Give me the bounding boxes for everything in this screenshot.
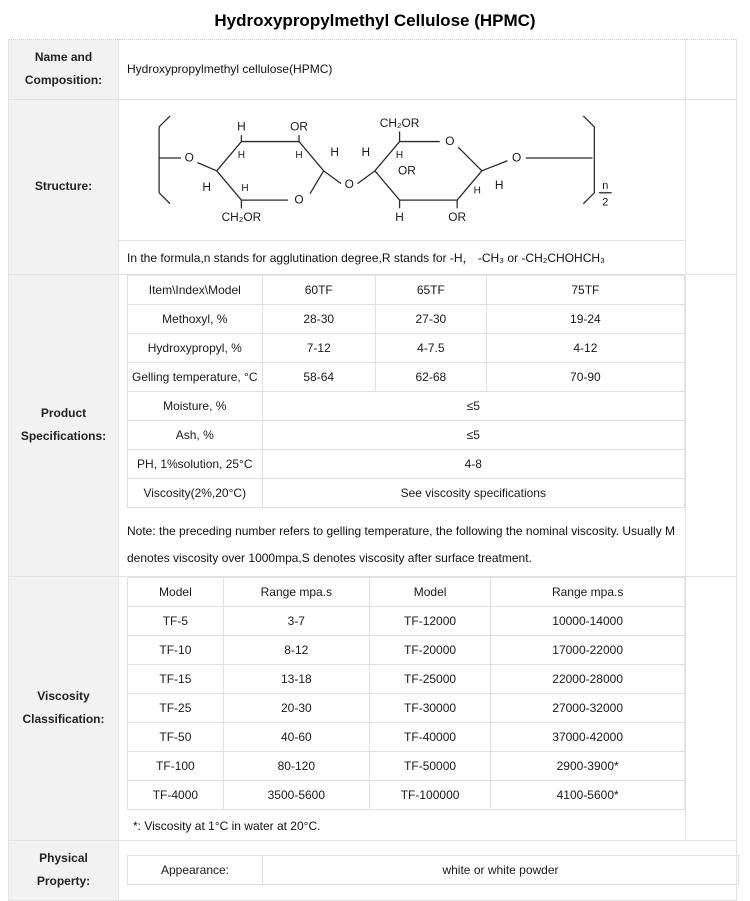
subscript-2: 2 [602,196,609,209]
atom-label-ch2or: CH₂OR [221,209,262,224]
atom-label-h: H [295,149,303,161]
table-cell: 7-12 [262,333,375,362]
table-cell: Item\Index\Model [128,275,263,304]
empty-cell [686,99,737,274]
table-cell: TF-100000 [369,780,490,809]
table-cell: 8-12 [223,635,369,664]
table-cell: 19-24 [486,304,684,333]
table-cell: PH, 1%solution, 25°C [128,449,263,478]
viscosity-classification-cell [119,576,686,840]
table-cell: Methoxyl, % [128,304,263,333]
structure-label: Structure: [9,99,119,274]
table-row [128,751,685,780]
table-cell: 4-12 [486,333,684,362]
table-cell: See viscosity specifications [262,478,684,507]
table-cell: 22000-28000 [491,664,685,693]
empty-cell [686,40,737,100]
table-row [128,362,685,391]
page-title: Hydroxypropylmethyl Cellulose (HPMC) [214,11,536,30]
hpmc-structure-drawing [129,105,629,233]
table-row [128,856,739,885]
name-composition-label: Name and Composition: [9,40,119,100]
table-cell: 4-7.5 [375,333,486,362]
atom-label-ch2or: CH₂OR [379,115,420,130]
table-cell: Range mpa.s [223,577,369,606]
table-row [128,275,685,304]
table-row [128,420,685,449]
atom-label-h: H [330,144,339,159]
table-cell: TF-100 [128,751,224,780]
atom-label-o: O [184,150,194,165]
table-cell: 27000-32000 [491,693,685,722]
atom-label-h: H [237,119,246,134]
table-cell: 4-8 [262,449,684,478]
atom-label-h: H [241,182,249,194]
table-cell: 75TF [486,275,684,304]
viscosity-classification-table [127,577,685,810]
atom-label-h: H [202,179,211,194]
physical-property-table [127,855,739,885]
atom-label-h: H [473,185,481,197]
table-cell: TF-15 [128,664,224,693]
table-row [128,635,685,664]
atom-label-h: H [395,209,404,224]
atom-label-o: O [294,192,304,207]
table-cell: TF-25000 [369,664,490,693]
row-name-composition [9,40,737,100]
table-cell: Appearance: [128,856,263,885]
table-cell: Gelling temperature, °C [128,362,263,391]
atom-label-or: OR [290,119,308,134]
table-cell: TF-12000 [369,606,490,635]
product-specifications-note: Note: the preceding number refers to gelling temperature, the following the nominal viscosity. Usually M denotes viscosity over 1000mpa,S denotes viscosity after surface treatment. [127,523,676,565]
table-row [128,606,685,635]
table-row [128,333,685,362]
right-bracket [583,116,594,204]
table-cell: 4100-5600* [491,780,685,809]
table-cell: 3500-5600 [223,780,369,809]
table-cell: TF-25 [128,693,224,722]
table-cell: Range mpa.s [491,577,685,606]
atom-label-h: H [395,149,404,161]
table-cell: 62-68 [375,362,486,391]
table-cell: 60TF [262,275,375,304]
table-row [128,693,685,722]
table-row [128,478,685,507]
table-cell: Model [128,577,224,606]
table-cell: TF-10 [128,635,224,664]
table-cell: TF-40000 [369,722,490,751]
atom-label-or: OR [397,163,416,178]
table-cell: 27-30 [375,304,486,333]
atom-label-o: O [511,150,522,165]
table-row [128,664,685,693]
table-cell: TF-4000 [128,780,224,809]
table-cell: TF-20000 [369,635,490,664]
spec-sheet-table [8,39,737,901]
table-cell: TF-5 [128,606,224,635]
atom-label-h: H [237,149,246,161]
table-row [128,449,685,478]
structure-diagram [119,100,685,240]
table-cell: Model [369,577,490,606]
row-structure [9,99,737,274]
table-cell: 17000-22000 [491,635,685,664]
structure-cell [119,99,686,274]
table-cell: white or white powder [263,856,739,885]
table-cell: ≤5 [262,420,684,449]
table-cell: Ash, % [128,420,263,449]
table-row [128,304,685,333]
table-cell: 28-30 [262,304,375,333]
product-specifications-label: Product Specifications: [9,274,119,576]
row-product-specifications [9,274,737,576]
name-composition-cell [119,40,686,100]
table-cell: 70-90 [486,362,684,391]
atom-label-o: O [344,176,354,191]
atom-label-h: H [361,144,371,159]
table-cell: TF-30000 [369,693,490,722]
product-specifications-table [127,275,685,508]
table-cell: 37000-42000 [491,722,685,751]
table-row [128,577,685,606]
empty-cell [686,274,737,576]
table-cell: Viscosity(2%,20°C) [128,478,263,507]
table-cell: 58-64 [262,362,375,391]
table-cell: 3-7 [223,606,369,635]
table-cell: 10000-14000 [491,606,685,635]
physical-property-label: Physical Property: [9,840,119,900]
name-composition-value: Hydroxypropylmethyl cellulose(HPMC) [127,62,333,77]
table-cell: TF-50000 [369,751,490,780]
row-physical-property [9,840,737,900]
atom-label-h: H [494,177,504,192]
table-cell: Hydroxypropyl, % [128,333,263,362]
table-cell: 40-60 [223,722,369,751]
atom-label-or: OR [448,209,467,224]
table-cell: Moisture, % [128,391,263,420]
table-cell: 20-30 [223,693,369,722]
table-row [128,722,685,751]
formula-note: In the formula,n stands for agglutination degree,R stands for -H， -CH₃ or -CH₂CHOHCH₃ [119,240,685,274]
viscosity-classification-label: Viscosity Classification: [9,576,119,840]
table-cell: 13-18 [223,664,369,693]
atom-label-o: O [445,134,455,149]
table-cell: 80-120 [223,751,369,780]
row-viscosity-classification [9,576,737,840]
physical-property-cell [119,840,737,900]
table-row [128,780,685,809]
empty-cell [686,576,737,840]
left-bracket [159,116,170,204]
table-cell: 2900-3900* [491,751,685,780]
table-row [128,391,685,420]
table-cell: ≤5 [262,391,684,420]
table-cell: 65TF [375,275,486,304]
table-cell: TF-50 [128,722,224,751]
product-specifications-cell [119,274,686,576]
viscosity-footnote: *: Viscosity at 1°C in water at 20°C. [133,818,321,833]
subscript-n: n [602,179,609,192]
